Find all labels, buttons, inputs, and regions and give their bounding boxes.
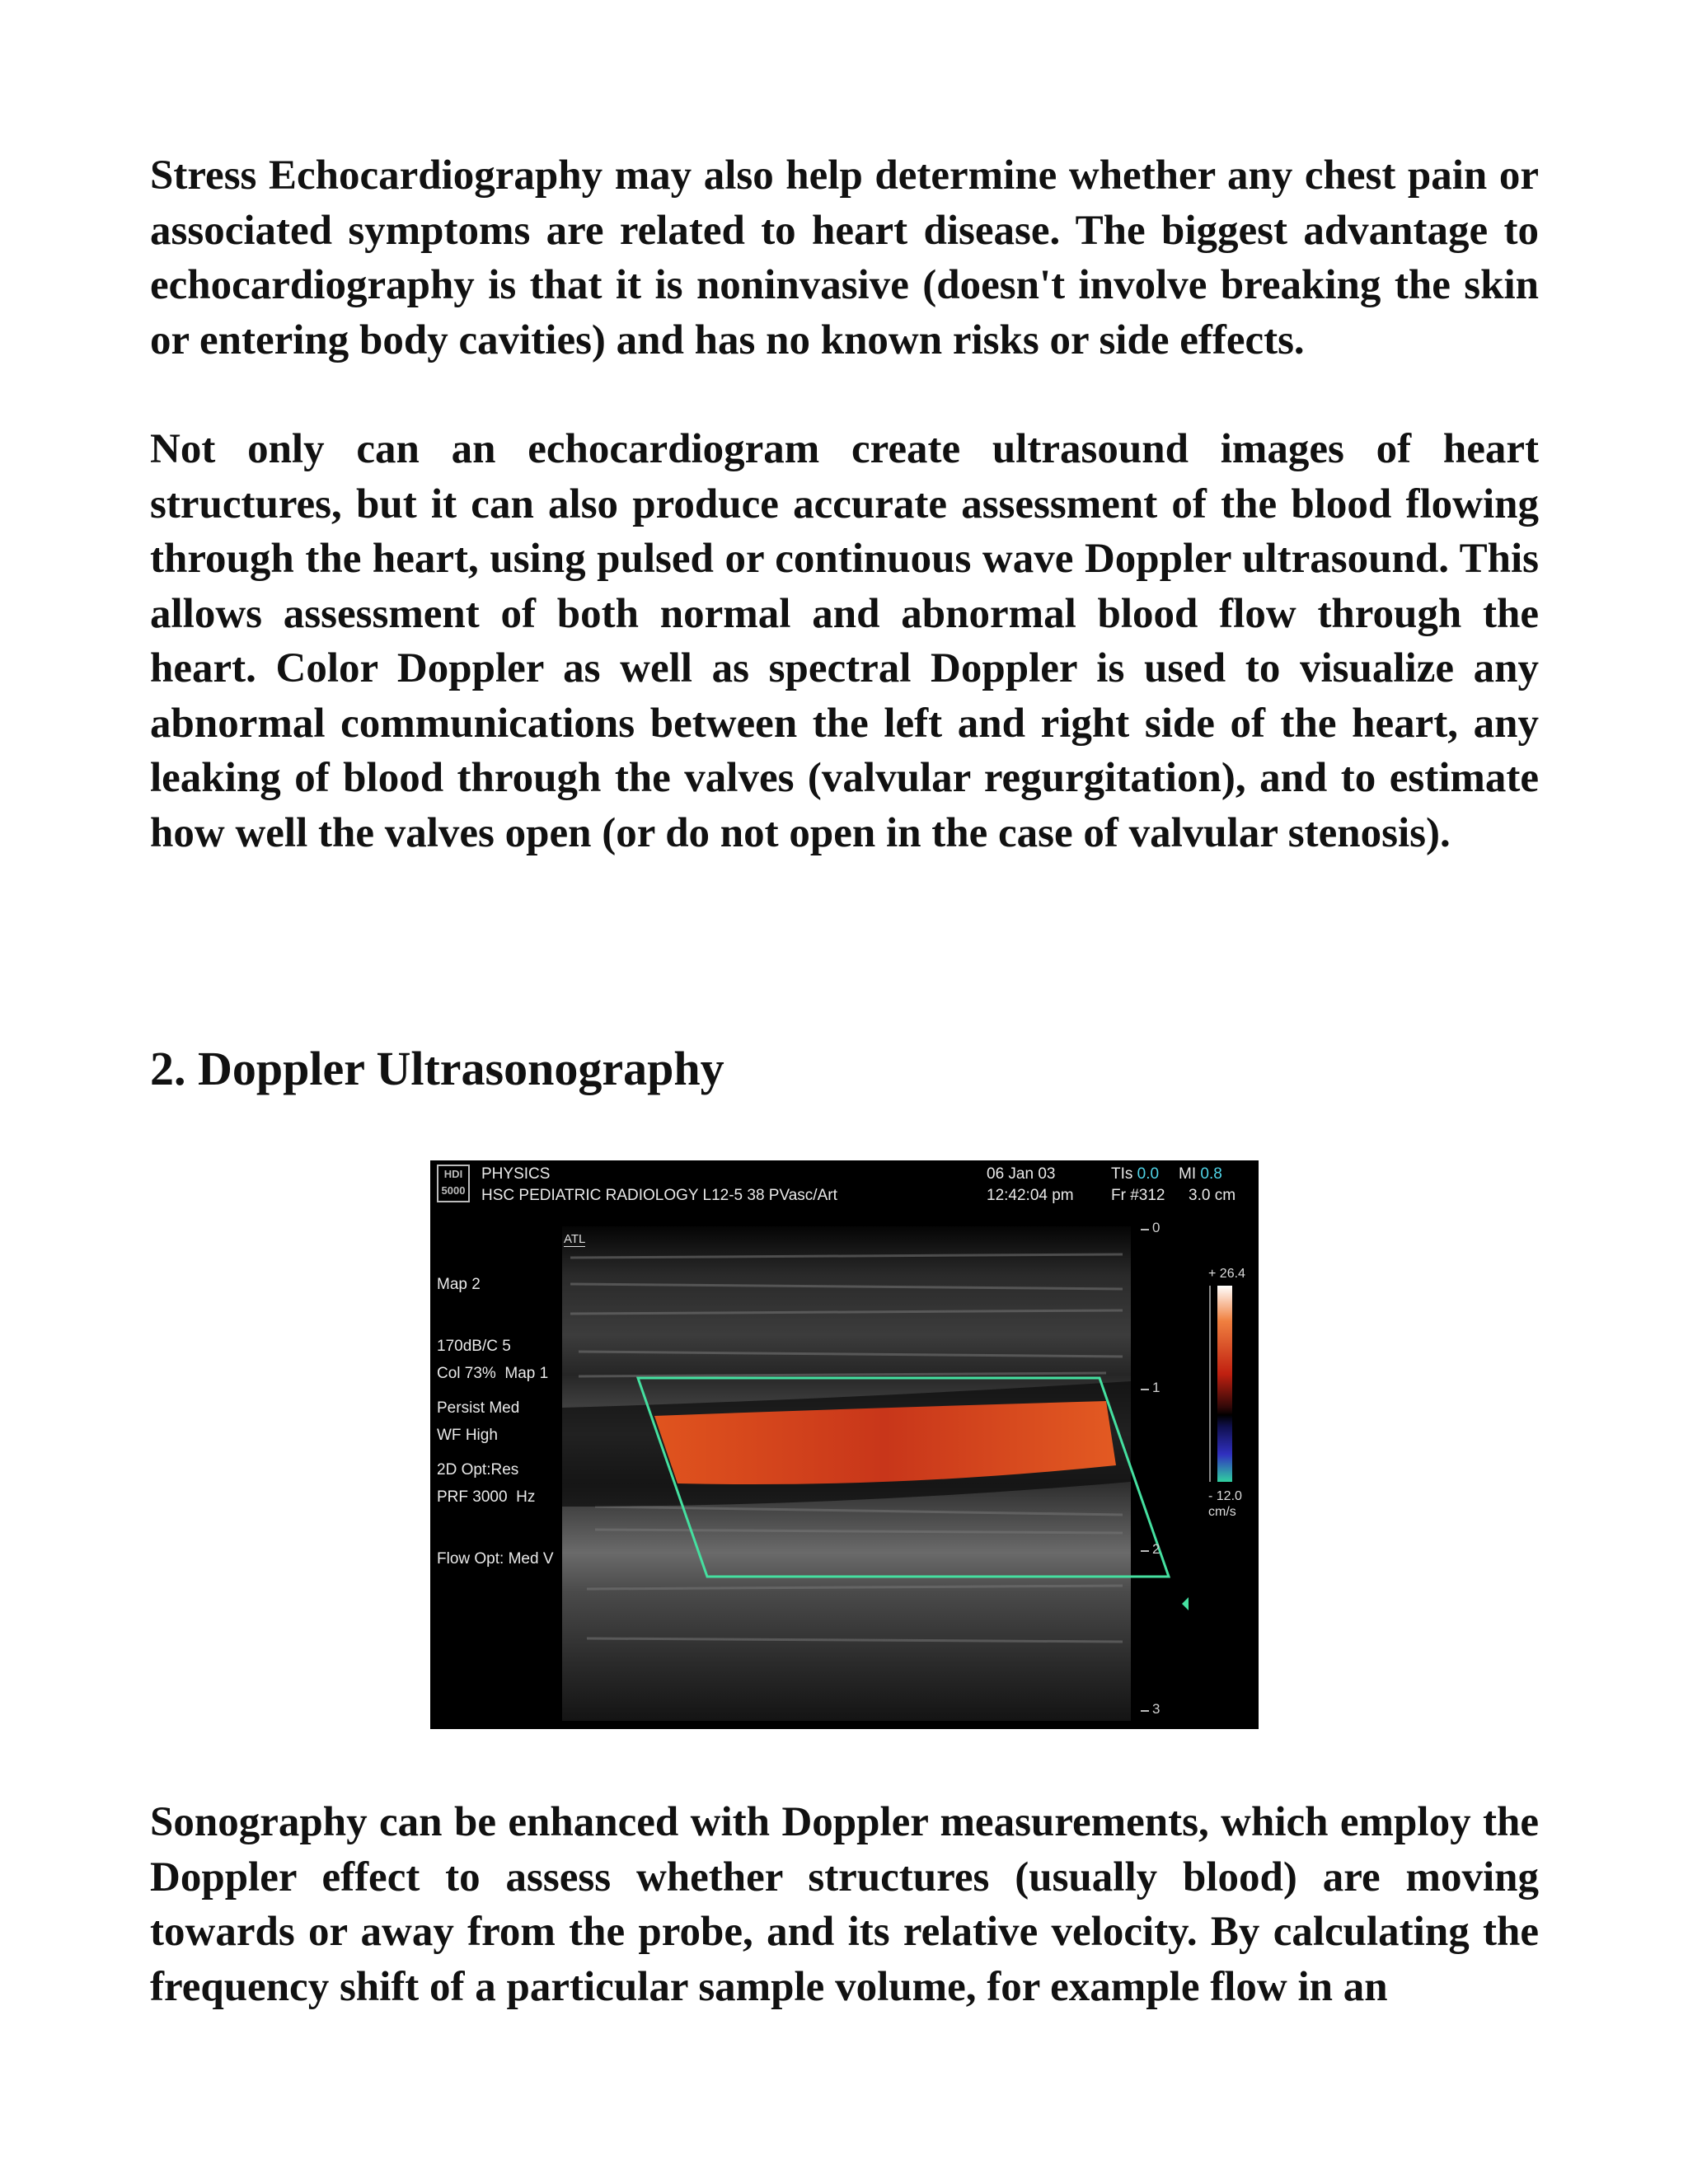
setting-line: Col 73% Map 1 [437, 1365, 549, 1382]
mi-label: MI [1179, 1165, 1197, 1183]
setting-line: PRF 3000 Hz [437, 1488, 536, 1506]
depth-mark-1: 1 [1152, 1380, 1160, 1395]
velocity-scale-unit: cm/s [1208, 1505, 1236, 1519]
depth-mark-2: 2 [1152, 1541, 1160, 1557]
scan-date: 06 Jan 03 [987, 1165, 1056, 1183]
velocity-scale-min: - 12.0 [1208, 1489, 1242, 1503]
atl-brand-logo: ATL [564, 1232, 586, 1246]
tis-value: 0.0 [1137, 1165, 1160, 1183]
depth-mark-0: 0 [1152, 1220, 1160, 1235]
setting-line: Flow Opt: Med V [437, 1550, 554, 1568]
hdi-logo: HDI 5000 [437, 1165, 470, 1202]
paragraph-stress-echocardiography: Stress Echocardiography may also help determine whether any chest pain or associated symptoms are related to heart disease. The biggest advantage to echocardiography is that it is noninvasive (doesn't involve breaking the skin or entering body cavities) and has no known risks or side effects. [150, 152, 1539, 363]
setting-line: Persist Med [437, 1399, 520, 1417]
paragraph-echocardiogram-doppler: Not only can an echocardiogram create ultrasound images of heart structures, but it can also produce accurate assessment of the blood flowing through the heart, using pulsed or continuous wave Doppler ultrasound. This allows assessment of both normal and abnormal blood flow through the heart. Color Doppler as well as spectral Doppler is used to visualize any abnormal communications between the left and right side of the heart, any leaking of blood through the valves (valvular regurgitation), and to estimate how well the valves open (or do not open in the case of valvular stenosis). [150, 426, 1539, 856]
scan-time: 12:42:04 pm [987, 1187, 1074, 1204]
header-line-2: HSC PEDIATRIC RADIOLOGY L12-5 38 PVasc/Art [481, 1187, 837, 1204]
header-line-1: PHYSICS [481, 1165, 551, 1183]
tis-readout [1111, 1164, 1159, 1184]
tis-label: TIs [1111, 1165, 1133, 1183]
section-heading: 2. Doppler Ultrasonography [150, 1042, 724, 1095]
mi-readout [1179, 1164, 1222, 1184]
frame-number: Fr #312 [1111, 1187, 1165, 1204]
ultrasound-scan-graphic [430, 1160, 1259, 1729]
velocity-scale-max: + 26.4 [1208, 1267, 1245, 1281]
setting-line: 170dB/C 5 [437, 1338, 511, 1355]
settings-color [437, 1322, 554, 1610]
mi-value: 0.8 [1200, 1165, 1222, 1183]
setting-line: WF High [437, 1427, 498, 1444]
depth-mark-3: 3 [1152, 1701, 1160, 1717]
depth-readout: 3.0 cm [1189, 1187, 1236, 1204]
setting-line: 2D Opt:Res [437, 1461, 519, 1479]
setting-line: Map 2 [437, 1276, 481, 1293]
paragraph-sonography-doppler: Sonography can be enhanced with Doppler measurements, which employ the Doppler effect to assess whether structures (usually blood) are moving towards or away from the probe, and its relative velocity. By calculating the frequency shift of a particular sample volume, for example flow in an [150, 1799, 1539, 2010]
doppler-ultrasound-image [430, 1160, 1259, 1729]
